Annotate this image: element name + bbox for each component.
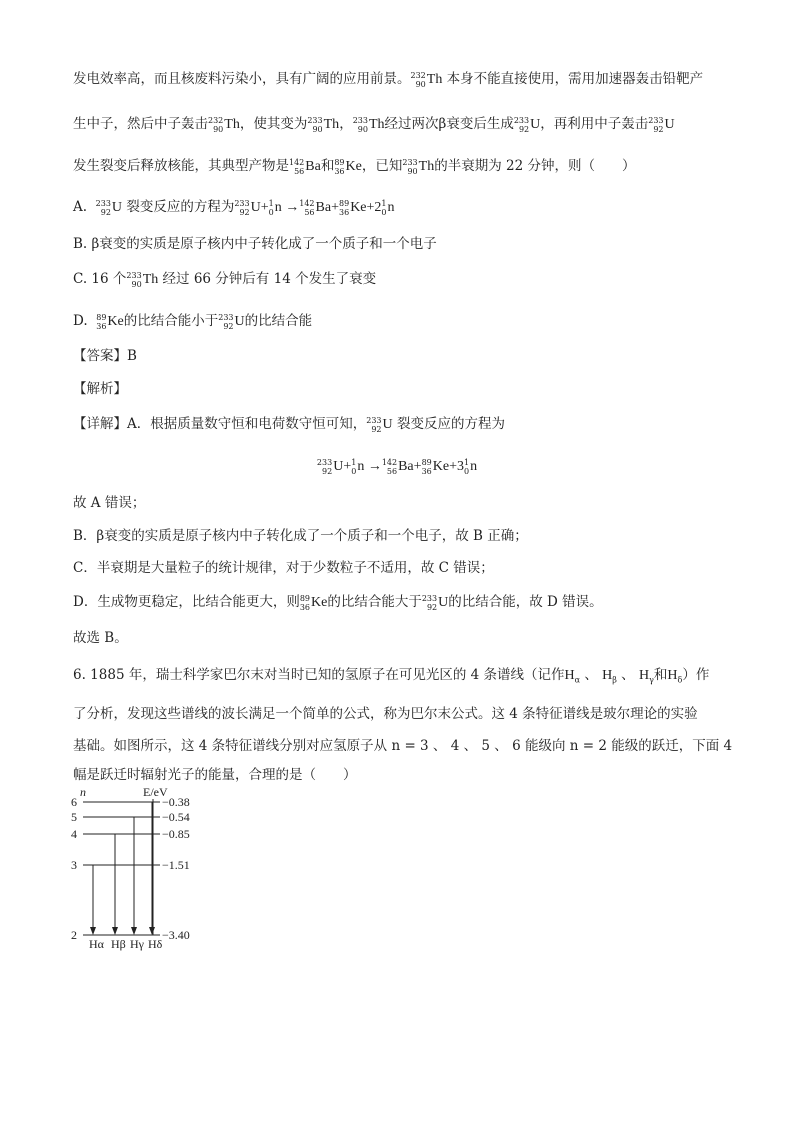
q6-line-3: 基础。如图所示，这 4 条特征谱线分别对应氢原子从 n = 3 、 4 、 5 、 6 能级向 n = 2 能级的跃迁，下面 4	[73, 738, 733, 754]
arrow-head-2	[131, 927, 137, 935]
answer-label: 【答案】B	[73, 348, 137, 364]
nuclide-ba142: 142 56 Ba	[289, 157, 321, 176]
arrow-head-1	[112, 927, 118, 935]
q6-line-2: 了分析，发现这些谱线的波长满足一个简单的公式，称为巴尔末公式。这 4 条特征谱线是玻尔理论的实验	[73, 706, 698, 722]
fission-equation: 233 92 U+ 1 0 n → 142 56 Ba+ 89 36 Ke+3 1 0 n	[316, 457, 478, 476]
d-line: D．生成物更稳定，比结合能更大，则 89 36 Ke的比结合能大于 233 92 U的比结合能，故 D 错误。	[73, 593, 603, 612]
level-e-2: −3.40	[162, 928, 190, 942]
line-label-1: Hβ	[111, 937, 126, 951]
level-e-5: −0.54	[162, 810, 190, 824]
nuclide-u233: 233 92 U	[513, 115, 541, 134]
analysis-label: 【解析】	[73, 381, 127, 397]
nuclide-th232: 232 90 Th	[208, 115, 240, 134]
paragraph-line-3: 发生裂变后释放核能，其典型产物是 142 56 Ba和 89 36 Ke，已知 233 90 Th的半衰期为 22 分钟，则（ ）	[73, 155, 734, 178]
nuclide-u233: 233 92 U	[648, 115, 675, 134]
transition-arrows	[90, 802, 155, 935]
level-n-3: 3	[71, 858, 77, 872]
n-axis-label: n	[80, 785, 86, 799]
e-axis-label: E/eV	[143, 785, 168, 799]
a-wrong: 故 A 错误；	[73, 495, 146, 511]
option-b: B. β衰变的实质是原子核内中子转化成了一个质子和一个电子	[73, 236, 437, 252]
nuclide-th232: 232 90 Th	[410, 70, 443, 89]
levels-group	[71, 795, 190, 942]
arrow-head-3	[149, 927, 155, 935]
level-e-4: −0.85	[162, 827, 190, 841]
level-n-2: 2	[71, 928, 77, 942]
c-line: C．半衰期是大量粒子的统计规律，对于少数粒子不适用，故 C 错误；	[73, 560, 494, 576]
paragraph-line-1: 发电效率高，而且核废料污染小，具有广阔的应用前景。 232 90 Th 本身不能直接使用，需用加速器轰击铅靶产	[73, 68, 734, 91]
option-d: D. 89 36 Ke的比结合能小于 233 92 U的比结合能	[73, 312, 313, 331]
level-n-6: 6	[71, 795, 77, 809]
line-label-2: Hγ	[130, 937, 144, 951]
line-label-3: Hδ	[148, 937, 163, 951]
option-a: A. 233 92 U 裂变反应的方程为 233 92 U+ 1 0 n → 142 56 Ba+ 89 36 Ke+2 1 0 n	[73, 196, 734, 219]
line-labels	[89, 937, 163, 951]
line-label-0: Hα	[89, 937, 104, 951]
level-n-5: 5	[71, 810, 77, 824]
q6-line-4: 幅是跃迁时辐射光子的能量，合理的是（ ）	[73, 767, 357, 783]
b-line: B．β衰变的实质是原子核内中子转化成了一个质子和一个电子，故 B 正确；	[73, 528, 528, 544]
nuclide-ke89: 89 36 Ke	[334, 157, 362, 176]
paragraph-line-2: 生中子，然后中子轰击 232 90 Th，使其变为 233 90 Th， 233 90 Th经过两次β衰变后生成 233 92 U，再利用中子轰击 233 92 U	[73, 113, 734, 136]
detail-a: 【详解】A．根据质量数守恒和电荷数守恒可知， 233 92 U 裂变反应的方程为	[73, 415, 505, 434]
energy-level-diagram	[55, 785, 315, 960]
level-n-4: 4	[71, 827, 77, 841]
option-c: C. 16 个 233 90 Th 经过 66 分钟后有 14 个发生了衰变	[73, 270, 377, 289]
nuclide-th233: 233 90 Th	[352, 115, 385, 134]
level-e-3: −1.51	[162, 858, 190, 872]
level-e-6: −0.38	[162, 795, 190, 809]
q6-line-1: 6. 1885 年，瑞士科学家巴尔末对当时已知的氢原子在可见光区的 4 条谱线（记作$H_\alpha$ 、 $H_\beta$ 、 $H_\gamma$和$H_\delta$）作	[73, 667, 710, 685]
arrow-head-0	[90, 927, 96, 935]
nuclide-th233: 233 90 Th	[307, 115, 340, 134]
nuclide-th233: 233 90 Th	[402, 157, 435, 176]
choose-b: 故选 B。	[73, 630, 128, 646]
equation-a: 233 92 U+ 1 0 n → 142 56 Ba+ 89 36 Ke+2 1 0 n	[234, 198, 395, 217]
